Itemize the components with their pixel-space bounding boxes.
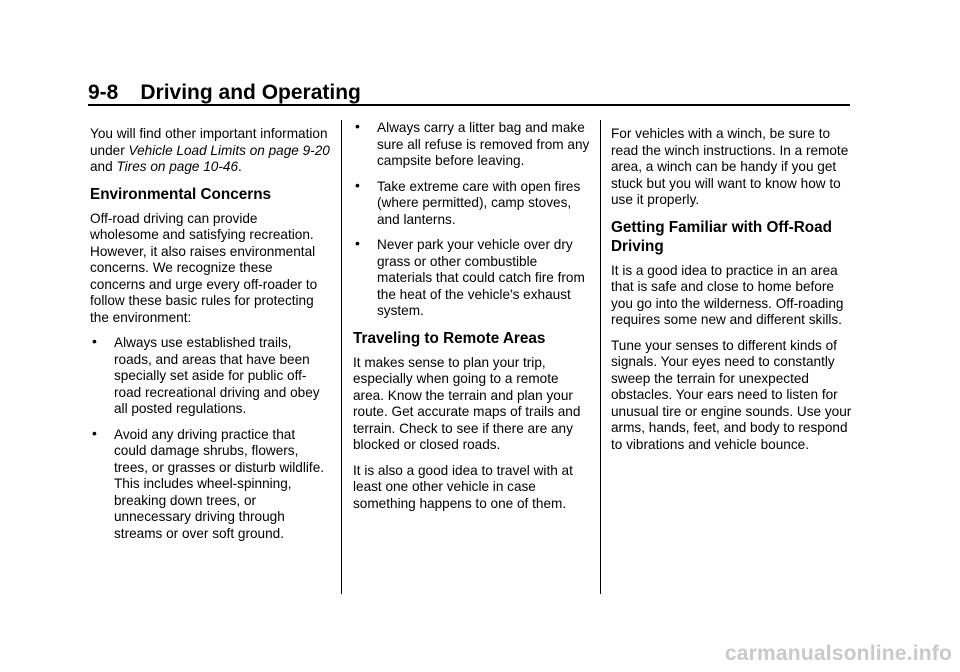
header-rule (88, 104, 850, 106)
environment-rules-list-continued (353, 120, 593, 320)
list-item (353, 237, 593, 320)
off-road-familiar-heading: Getting Familiar with Off-Road Driving (611, 218, 832, 255)
remote-areas-paragraph-2: It is also a good idea to travel with at least one other vehicle in case something happens to one of them. (353, 462, 573, 511)
remote-areas-heading: Traveling to Remote Areas (353, 329, 546, 347)
column-3 (611, 126, 856, 462)
intro-text: You will find other important information under (90, 126, 328, 158)
page-header-title (88, 80, 850, 106)
intro-text-mid: and (90, 159, 117, 174)
list-item-text: Never park your vehicle over dry grass or other combustible materials that could catch fire from the heat of the vehicle's exhaust system. (377, 237, 585, 318)
list-item (90, 424, 330, 543)
list-item-text: Take extreme care with open fires (where permitted), camp stoves, and lanterns. (377, 178, 581, 227)
watermark-brand: carmanualsonline.info (724, 642, 952, 665)
list-item-text: Always use established trails, roads, and areas that have been specially set aside for public off-road recreational driving and obey all posted regulations. (114, 335, 320, 416)
list-item (90, 335, 330, 418)
list-item (353, 176, 593, 229)
list-item (353, 120, 593, 170)
column-divider-1 (341, 120, 342, 594)
intro-text-end: . (238, 159, 242, 174)
bullet-icon: • (355, 118, 360, 134)
bullet-icon: • (355, 235, 360, 251)
bullet-icon: • (355, 176, 360, 193)
list-item-text: Always carry a litter bag and make sure all refuse is removed from any campsite before leaving. (377, 120, 590, 168)
vehicle-load-limits-link[interactable]: Vehicle Load Limits on page 9-20 (128, 142, 330, 158)
bullet-icon: • (92, 333, 97, 349)
off-road-paragraph-1: It is a good idea to practice in an area that is safe and close to home before you go into the wilderness. Off-roading requires some new and different skills. (611, 262, 844, 327)
winch-paragraph: For vehicles with a winch, be sure to read the winch instructions. In a remote area, a winch can be handy if you get stuck but you will want to know how to use it properly. (611, 126, 849, 207)
list-item-text: Avoid any driving practice that could damage shrubs, flowers, trees, or grasses or disturb wildlife. This includes wheel-spinning, breaking down trees, or unnecessary driving through streams or over soft ground. (114, 426, 325, 541)
page-number: 9-8 (88, 81, 119, 104)
section-title: Driving and Operating (140, 81, 361, 104)
environmental-concerns-heading: Environmental Concerns (90, 185, 272, 203)
environment-rules-list (90, 335, 330, 542)
page-header (88, 80, 850, 106)
tires-link[interactable]: Tires on page 10-46 (116, 159, 239, 174)
column-divider-2 (600, 120, 601, 594)
bullet-icon: • (92, 424, 97, 441)
off-road-paragraph-2: Tune your senses to different kinds of signals. Your eyes need to constantly sweep the terrain for unexpected obstacles. Your ears need to listen for unusual tire or engine sounds. Use your arms, hands, feet, and body to respond to vibrations and vehicle bounce. (611, 337, 852, 452)
remote-areas-paragraph-1: It makes sense to plan your trip, especially when going to a remote area. Know the terrain and plan your route. Get accurate maps of trails and terrain. Check to see if there are any blocked or closed roads. (353, 354, 581, 452)
column-2 (353, 120, 593, 521)
column-1 (90, 126, 330, 551)
intro-paragraph (90, 126, 330, 176)
environmental-paragraph: Off-road driving can provide wholesome and satisfying recreation. However, it also raises environmental concerns. We recognize these concerns and urge every off-roader to follow these basic rules for protecting the environment: (90, 210, 318, 325)
